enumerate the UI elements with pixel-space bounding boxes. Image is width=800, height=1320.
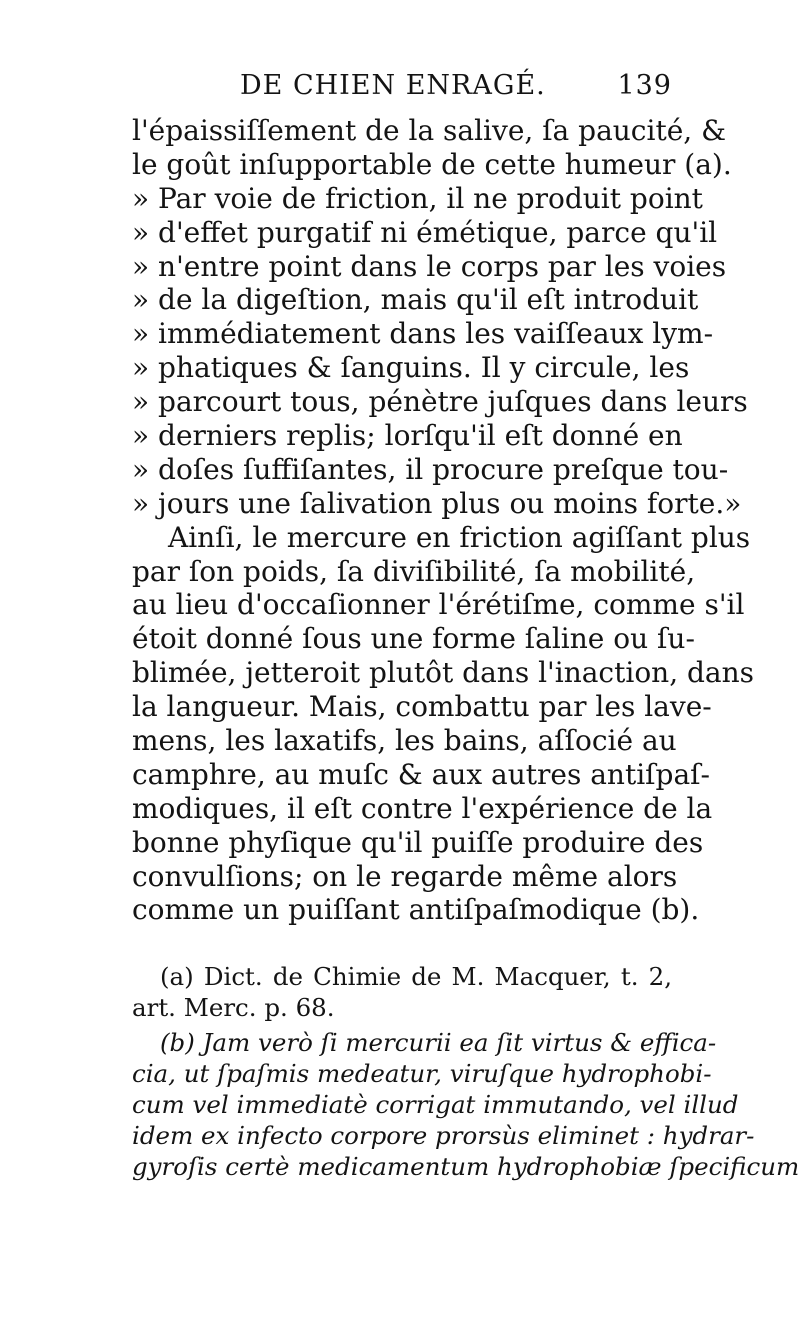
text-line: mens, les laxatifs, les bains, aſſocié au — [132, 724, 677, 758]
footnote-line: gyroſis certè medicamentum hydrophobiæ ſpecificum — [132, 1152, 800, 1182]
text-line: au lieu d'occaſionner l'érétiſme, comme s'il — [132, 588, 745, 622]
footnote-line: cum vel immediatè corrigat immutando, vel illud — [132, 1090, 739, 1120]
book-page — [132, 64, 800, 1182]
paragraph-start-line: Ainſi, le mercure en friction agiſſant plus — [168, 520, 751, 554]
text-line: comme un puiſſant antiſpaſmodique (b). — [132, 893, 700, 927]
text-line: » parcourt tous, pénètre juſques dans leurs — [132, 385, 748, 419]
footnotes — [132, 961, 800, 1182]
main-text — [132, 114, 755, 927]
text-line: » jours une ſalivation plus ou moins forte.» — [132, 486, 742, 520]
page-number: 139 — [617, 70, 672, 101]
footnote-a — [132, 961, 672, 1023]
text-line: convulſions; on le regarde même alors — [132, 859, 678, 893]
text-line: » d'effet purgatif ni émétique, parce qu'il — [132, 215, 718, 249]
text-line: camphre, au muſc & aux autres antiſpaſ- — [132, 757, 710, 791]
footnote-line: cia, ut ſpaſmis medeatur, viruſque hydrophobi- — [132, 1059, 712, 1089]
running-title: DE CHIEN ENRAGÉ. — [240, 70, 546, 101]
footnote-line: (a) Dict. de Chimie de M. Macquer, t. 2, — [160, 962, 672, 992]
footnote-line: idem ex infecto corpore prorsùs eliminet : hydrar- — [132, 1121, 755, 1151]
text-line: » doſes ſuffiſantes, il procure preſque tou- — [132, 452, 729, 486]
text-line: » phatiques & ſanguins. Il y circule, les — [132, 351, 690, 385]
running-head — [132, 64, 672, 112]
text-line: blimée, jetteroit plutôt dans l'inaction, dans — [132, 656, 755, 690]
text-line: » de la digeſtion, mais qu'il eſt introduit — [132, 283, 699, 317]
text-line: la langueur. Mais, combattu par les lave- — [132, 690, 712, 724]
text-line: » n'entre point dans le corps par les voies — [132, 249, 727, 283]
text-line: bonne phyſique qu'il puiſſe produire des — [132, 825, 704, 859]
text-line: par ſon poids, ſa diviſibilité, ſa mobilité, — [132, 554, 696, 588]
text-line: l'épaissiſſement de la salive, ſa paucité, & — [132, 114, 726, 147]
footnote-b — [132, 1027, 800, 1182]
text-line: le goût inſupportable de cette humeur (a). — [132, 147, 732, 181]
text-line: » immédiatement dans les vaiſſeaux lym- — [132, 317, 714, 351]
text-line: modiques, il eſt contre l'expérience de la — [132, 791, 713, 825]
footnote-line: art. Merc. p. 68. — [132, 993, 335, 1023]
text-line: » Par voie de friction, il ne produit point — [132, 181, 703, 215]
text-line: étoit donné ſous une forme ſaline ou ſu- — [132, 622, 695, 656]
text-line: » derniers replis; lorſqu'il eſt donné en — [132, 419, 683, 453]
footnote-line: (b) Jam verò ſi mercurii ea ſit virtus & effica- — [160, 1028, 717, 1058]
